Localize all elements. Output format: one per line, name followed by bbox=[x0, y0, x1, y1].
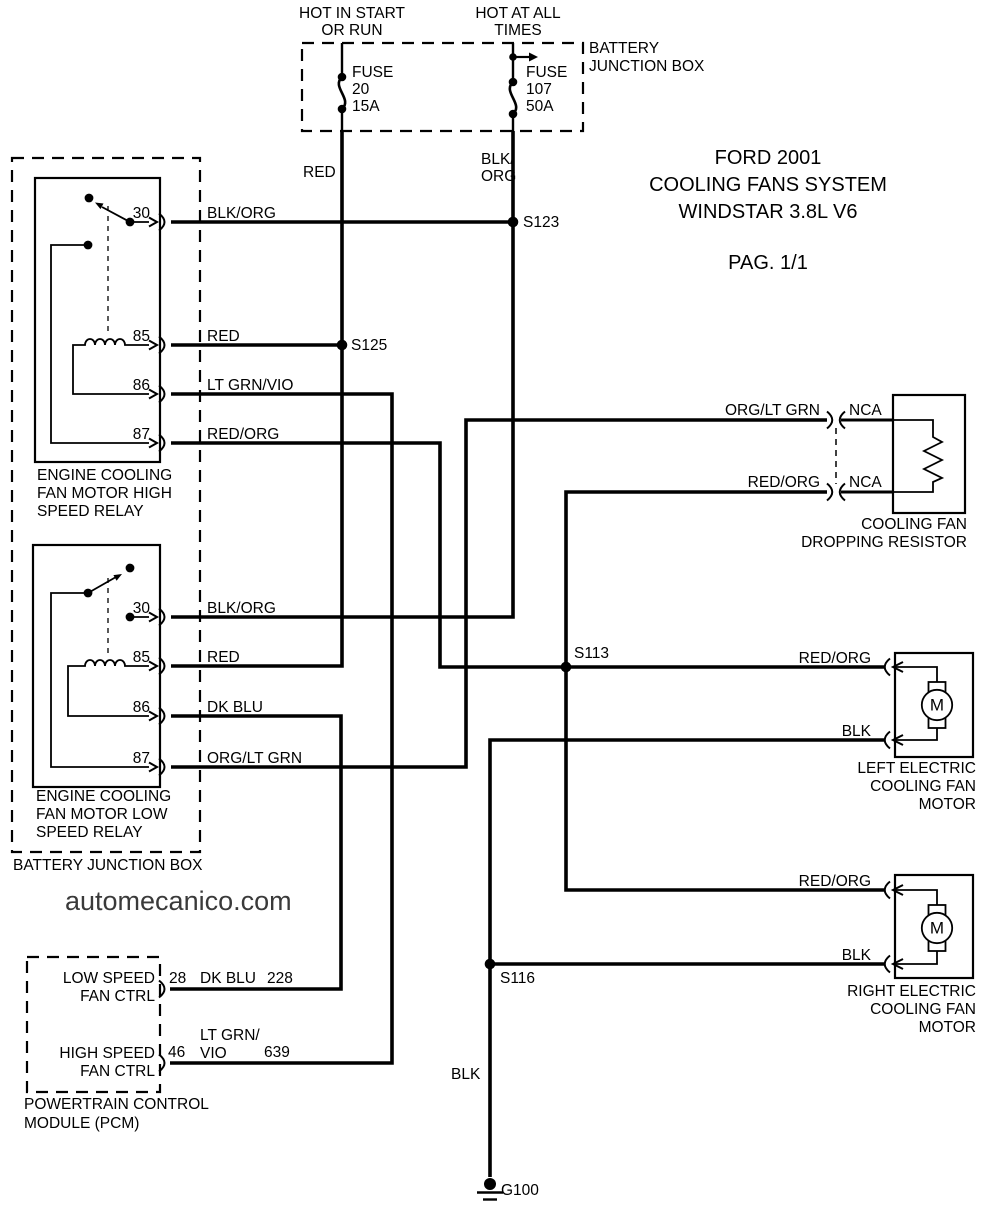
relay2-pin87: 87 bbox=[132, 750, 150, 767]
pcm-name-line2: MODULE (PCM) bbox=[24, 1115, 140, 1132]
title-line3: WINDSTAR 3.8L V6 bbox=[678, 201, 858, 223]
relay1-name-line3: SPEED RELAY bbox=[37, 503, 144, 520]
fuse1-number: 20 bbox=[352, 81, 370, 98]
wire-label-blk-left-motor: BLK bbox=[841, 723, 871, 740]
title-line2: COOLING FANS SYSTEM bbox=[649, 174, 887, 196]
pcm-row2-line2: FAN CTRL bbox=[80, 1063, 155, 1080]
ltgrnvio-line1: LT GRN/ bbox=[200, 1027, 260, 1044]
feed1-line2: OR RUN bbox=[321, 22, 383, 40]
wire-label-blk-right-motor: BLK bbox=[841, 947, 871, 964]
relay1-pin87: 87 bbox=[132, 426, 150, 443]
feed2-line1: HOT AT ALL bbox=[475, 5, 561, 22]
pcm-row1-line1: LOW SPEED bbox=[62, 970, 155, 987]
left-motor-name-line3: MOTOR bbox=[918, 796, 976, 813]
pcm-name bbox=[24, 1095, 209, 1133]
feed-label-hot-in-start bbox=[299, 5, 405, 40]
fuse1-rating: 15A bbox=[352, 98, 380, 115]
pin-connectors bbox=[149, 214, 165, 1072]
feed2-line2: TIMES bbox=[494, 22, 542, 40]
wire-label-blkorg-low: BLK/ORG bbox=[207, 600, 276, 617]
circuit-639: 639 bbox=[264, 1044, 290, 1061]
wire-label-dkblu: DK BLU bbox=[207, 699, 263, 716]
pcm-row1-line2: FAN CTRL bbox=[80, 988, 155, 1005]
page-number: PAG. 1/1 bbox=[728, 252, 808, 274]
relay1-pin85: 85 bbox=[132, 328, 150, 345]
fuse2-name: FUSE bbox=[526, 64, 568, 81]
blkorg-line2: ORG bbox=[481, 168, 517, 185]
resistor-name-line2: DROPPING RESISTOR bbox=[801, 534, 967, 551]
relay1-name-line1: ENGINE COOLING bbox=[37, 467, 173, 484]
splice-s125-label: S125 bbox=[351, 337, 388, 354]
relay1-name-line2: FAN MOTOR HIGH bbox=[37, 485, 172, 502]
wire-label-orgltgrn: ORG/LT GRN bbox=[207, 750, 303, 767]
right-motor-name-line3: MOTOR bbox=[918, 1019, 976, 1036]
wires bbox=[170, 131, 893, 1177]
right-motor-name-line2: COOLING FAN bbox=[870, 1001, 976, 1018]
feed1-line1: HOT IN START bbox=[299, 5, 405, 22]
wire-label-blkorg-feed bbox=[481, 151, 516, 185]
wire-label-ltgrnvio-pcm bbox=[200, 1027, 260, 1063]
relay2-pin86: 86 bbox=[132, 699, 150, 716]
pcm-name-line1: POWERTRAIN CONTROL bbox=[24, 1096, 209, 1113]
ground-g100-label: G100 bbox=[501, 1182, 539, 1199]
pcm-pin46: 46 bbox=[168, 1044, 186, 1061]
dropping-resistor-name bbox=[801, 516, 967, 552]
dashed-boxes bbox=[12, 43, 583, 1092]
ltgrnvio-line2: VIO bbox=[200, 1045, 227, 1062]
right-motor-name-line1: RIGHT ELECTRIC bbox=[847, 983, 976, 1000]
wire-label-blkorg-high: BLK/ORG bbox=[207, 205, 276, 222]
battery-junction-box-relays-label: BATTERY JUNCTION BOX bbox=[13, 857, 203, 874]
fuse2-number: 107 bbox=[526, 81, 552, 98]
wire-label-redorg-high: RED/ORG bbox=[207, 426, 280, 443]
splice-s116-dot bbox=[485, 959, 496, 970]
watermark: automecanico.com bbox=[65, 886, 292, 916]
relay2-arm-arrow-icon bbox=[113, 574, 122, 581]
wire-label-ltgrnvio: LT GRN/VIO bbox=[207, 377, 294, 394]
bjb-top-line1: BATTERY bbox=[589, 40, 660, 57]
left-motor-m-icon: M bbox=[929, 695, 945, 715]
splice-s116-label: S116 bbox=[500, 970, 536, 987]
diagram-title bbox=[649, 145, 887, 226]
relay2-name-line1: ENGINE COOLING bbox=[36, 788, 172, 805]
circuit-228: 228 bbox=[267, 970, 293, 987]
pcm-pin28: 28 bbox=[169, 970, 187, 987]
resistor-element bbox=[893, 420, 942, 492]
splice-s125-dot bbox=[337, 340, 348, 351]
splice-s113-label: S113 bbox=[574, 645, 610, 662]
high-speed-relay-internals bbox=[51, 194, 149, 443]
wire-label-redorg-right-motor: RED/ORG bbox=[798, 873, 871, 890]
feed-label-hot-at-all-times bbox=[475, 5, 560, 40]
splice-s123-dot bbox=[508, 217, 519, 228]
relay1-pin30: 30 bbox=[132, 205, 150, 222]
battery-junction-box-top-label bbox=[589, 40, 704, 76]
wire-ltgrnvio bbox=[170, 394, 392, 1063]
blkorg-line1: BLK/ bbox=[481, 151, 515, 168]
pcm-row2-line1: HIGH SPEED bbox=[59, 1045, 155, 1062]
splice-s113-dot bbox=[561, 662, 572, 673]
left-motor-name-line1: LEFT ELECTRIC bbox=[857, 760, 976, 777]
wire-label-red-high: RED bbox=[207, 328, 240, 345]
left-motor-name bbox=[857, 760, 976, 814]
pcm-high-speed-fan-ctrl bbox=[59, 1045, 155, 1081]
relay2-name-line2: FAN MOTOR LOW bbox=[36, 806, 168, 823]
relay2-name-line3: SPEED RELAY bbox=[36, 824, 143, 841]
left-motor-name-line2: COOLING FAN bbox=[870, 778, 976, 795]
resistor-name-line1: COOLING FAN bbox=[861, 516, 967, 533]
relay2-pin85: 85 bbox=[132, 649, 150, 666]
feed-arrow-icon bbox=[529, 53, 538, 62]
fuse-20-label bbox=[352, 64, 393, 115]
wire-label-red-feed: RED bbox=[303, 164, 336, 181]
right-motor-m-icon: M bbox=[929, 918, 945, 938]
splice-dots bbox=[337, 217, 572, 970]
wire-label-blk-ground: BLK bbox=[451, 1066, 481, 1083]
low-speed-relay-name bbox=[36, 788, 171, 842]
fuse-107-label bbox=[526, 64, 567, 115]
right-motor-name bbox=[847, 983, 976, 1037]
relay1-pin86: 86 bbox=[132, 377, 150, 394]
wire-label-dkblu-pcm: DK BLU bbox=[200, 970, 256, 987]
ground-g100-icon bbox=[477, 1178, 503, 1200]
fuse1-name: FUSE bbox=[352, 64, 394, 81]
wire-label-red-low: RED bbox=[207, 649, 240, 666]
resistor-connectors bbox=[827, 412, 845, 501]
wire-label-redorg-resistor: RED/ORG bbox=[747, 474, 820, 491]
relay2-pin30: 30 bbox=[132, 600, 150, 617]
wire-label-redorg-left-motor: RED/ORG bbox=[798, 650, 871, 667]
bjb-top-line2: JUNCTION BOX bbox=[589, 58, 705, 75]
wire-blk-ground bbox=[490, 740, 885, 1177]
pcm-low-speed-fan-ctrl bbox=[63, 970, 155, 1006]
splice-s123-label: S123 bbox=[523, 214, 560, 231]
terminal-nca-top: NCA bbox=[849, 402, 882, 419]
title-line1: FORD 2001 bbox=[714, 147, 822, 169]
fuse2-rating: 50A bbox=[526, 98, 554, 115]
high-speed-relay-name bbox=[37, 467, 172, 521]
wire-label-orgltgrn-resistor: ORG/LT GRN bbox=[724, 402, 820, 419]
terminal-nca-bottom: NCA bbox=[849, 474, 882, 491]
fuse-20-symbol bbox=[338, 43, 347, 131]
